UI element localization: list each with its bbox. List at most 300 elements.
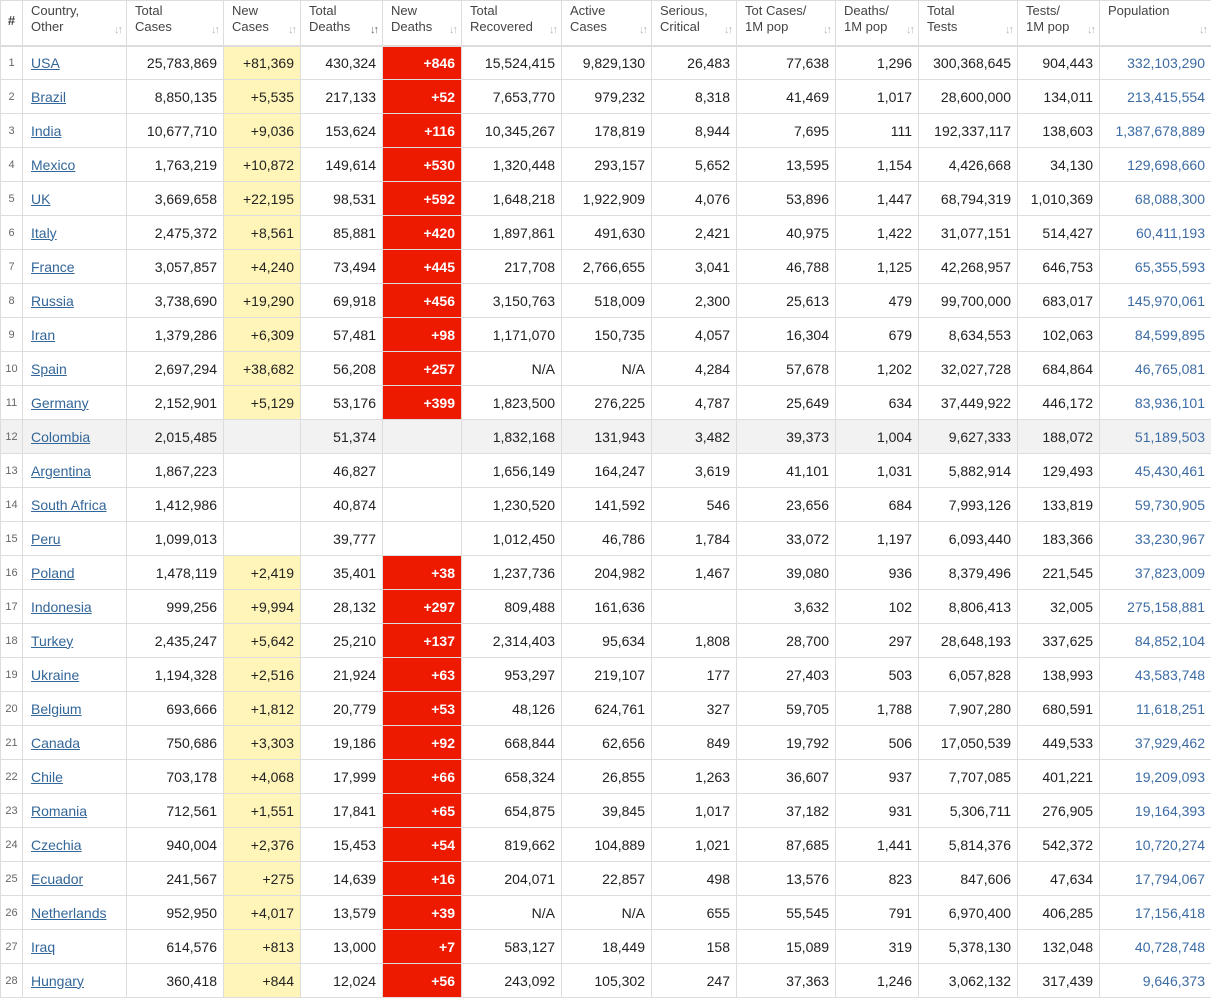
cell-deaths_per_1m: 791 [836, 896, 919, 930]
cell-total_deaths: 40,874 [301, 488, 383, 522]
sort-icon[interactable]: ↓↑ [449, 22, 456, 38]
cell-population: 37,929,462 [1100, 726, 1211, 760]
country-link[interactable]: Chile [31, 769, 63, 785]
cell-tests_per_1m: 32,005 [1018, 590, 1100, 624]
cell-serious: 1,784 [652, 522, 737, 556]
column-header-deaths_per_1m[interactable] [836, 1, 919, 46]
cell-cases_per_1m: 36,607 [737, 760, 836, 794]
cell-new_deaths: +65 [383, 794, 462, 828]
cell-serious: 4,284 [652, 352, 737, 386]
cell-serious: 2,300 [652, 284, 737, 318]
cell-new_cases: +9,994 [224, 590, 301, 624]
column-header-rank[interactable] [1, 1, 23, 46]
cell-total_deaths: 46,827 [301, 454, 383, 488]
cell-country [23, 420, 127, 454]
table-row [1, 726, 1211, 760]
table-row [1, 794, 1211, 828]
cell-total_cases: 940,004 [127, 828, 224, 862]
country-link[interactable]: Argentina [31, 463, 91, 479]
cell-total_deaths: 57,481 [301, 318, 383, 352]
cell-rank: 3 [1, 114, 23, 148]
cell-total_recovered: 953,297 [462, 658, 562, 692]
cell-total_cases: 1,412,986 [127, 488, 224, 522]
column-header-label: Serious, [660, 3, 731, 19]
cell-active_cases: 178,819 [562, 114, 652, 148]
cell-cases_per_1m: 28,700 [737, 624, 836, 658]
cell-new_deaths: +56 [383, 964, 462, 998]
cell-deaths_per_1m: 1,788 [836, 692, 919, 726]
cell-cases_per_1m: 13,576 [737, 862, 836, 896]
cell-country [23, 726, 127, 760]
cell-tests_per_1m: 129,493 [1018, 454, 1100, 488]
cell-country [23, 386, 127, 420]
cell-total_deaths: 25,210 [301, 624, 383, 658]
column-header-label: Total [135, 3, 218, 19]
cell-cases_per_1m: 46,788 [737, 250, 836, 284]
cell-total_cases: 2,697,294 [127, 352, 224, 386]
cell-active_cases: 150,735 [562, 318, 652, 352]
cell-deaths_per_1m: 1,296 [836, 46, 919, 80]
cell-total_tests: 8,379,496 [919, 556, 1018, 590]
table-row [1, 114, 1211, 148]
cell-total_cases: 3,738,690 [127, 284, 224, 318]
country-link[interactable]: Italy [31, 225, 57, 241]
cell-total_cases: 1,379,286 [127, 318, 224, 352]
country-link[interactable]: Ukraine [31, 667, 79, 683]
cell-cases_per_1m: 41,101 [737, 454, 836, 488]
cell-new_cases: +1,812 [224, 692, 301, 726]
cell-country [23, 964, 127, 998]
cell-deaths_per_1m: 931 [836, 794, 919, 828]
cell-tests_per_1m: 221,545 [1018, 556, 1100, 590]
cell-active_cases: 164,247 [562, 454, 652, 488]
cell-country [23, 862, 127, 896]
cell-total_deaths: 19,186 [301, 726, 383, 760]
cell-deaths_per_1m: 936 [836, 556, 919, 590]
cell-total_recovered: 1,320,448 [462, 148, 562, 182]
cell-deaths_per_1m: 1,422 [836, 216, 919, 250]
table-row [1, 454, 1211, 488]
cell-total_deaths: 98,531 [301, 182, 383, 216]
cell-new_cases: +844 [224, 964, 301, 998]
sort-icon[interactable]: ↓↑ [639, 22, 646, 38]
country-link[interactable]: Poland [31, 565, 75, 581]
cell-cases_per_1m: 33,072 [737, 522, 836, 556]
country-link[interactable]: Brazil [31, 89, 66, 105]
cell-deaths_per_1m: 503 [836, 658, 919, 692]
cell-tests_per_1m: 646,753 [1018, 250, 1100, 284]
sort-icon[interactable]: ↓↑ [906, 22, 913, 38]
cell-tests_per_1m: 904,443 [1018, 46, 1100, 80]
cell-total_cases: 2,475,372 [127, 216, 224, 250]
cell-cases_per_1m: 15,089 [737, 930, 836, 964]
country-link[interactable]: Ecuador [31, 871, 83, 887]
cell-cases_per_1m: 39,373 [737, 420, 836, 454]
cell-new_deaths: +63 [383, 658, 462, 692]
cell-country [23, 352, 127, 386]
cell-serious: 1,017 [652, 794, 737, 828]
cell-active_cases: 979,232 [562, 80, 652, 114]
country-link[interactable]: Belgium [31, 701, 82, 717]
column-header-label: Cases [570, 19, 646, 35]
cell-tests_per_1m: 684,864 [1018, 352, 1100, 386]
table-row [1, 896, 1211, 930]
cell-active_cases: N/A [562, 352, 652, 386]
cell-total_cases: 614,576 [127, 930, 224, 964]
cell-cases_per_1m: 37,363 [737, 964, 836, 998]
table-row [1, 624, 1211, 658]
cell-new_deaths: +445 [383, 250, 462, 284]
cell-total_recovered: 10,345,267 [462, 114, 562, 148]
cell-active_cases: 62,656 [562, 726, 652, 760]
cell-total_deaths: 15,453 [301, 828, 383, 862]
cell-serious: 1,263 [652, 760, 737, 794]
table-row [1, 488, 1211, 522]
cell-population: 275,158,881 [1100, 590, 1211, 624]
cell-total_tests: 5,378,130 [919, 930, 1018, 964]
cell-new_deaths [383, 420, 462, 454]
cell-total_recovered: 658,324 [462, 760, 562, 794]
cell-new_cases: +9,036 [224, 114, 301, 148]
cell-total_tests: 28,600,000 [919, 80, 1018, 114]
cell-total_recovered: 654,875 [462, 794, 562, 828]
cell-total_cases: 241,567 [127, 862, 224, 896]
cell-total_cases: 1,099,013 [127, 522, 224, 556]
cell-tests_per_1m: 406,285 [1018, 896, 1100, 930]
table-row [1, 930, 1211, 964]
cell-cases_per_1m: 7,695 [737, 114, 836, 148]
cell-rank: 8 [1, 284, 23, 318]
column-header-label: Tot Cases/ [745, 3, 830, 19]
country-link[interactable]: Germany [31, 395, 89, 411]
sort-icon[interactable]: ↓↑ [1005, 22, 1012, 38]
header-row [1, 1, 1211, 46]
cell-deaths_per_1m: 684 [836, 488, 919, 522]
cell-total_cases: 703,178 [127, 760, 224, 794]
cell-total_deaths: 85,881 [301, 216, 383, 250]
cell-serious: 5,652 [652, 148, 737, 182]
cell-cases_per_1m: 87,685 [737, 828, 836, 862]
cell-deaths_per_1m: 1,004 [836, 420, 919, 454]
cell-country [23, 658, 127, 692]
cell-new_deaths: +456 [383, 284, 462, 318]
cell-active_cases: 219,107 [562, 658, 652, 692]
country-link[interactable]: Hungary [31, 973, 84, 989]
cell-tests_per_1m: 138,993 [1018, 658, 1100, 692]
column-header-label: Active [570, 3, 646, 19]
cell-total_tests: 5,306,711 [919, 794, 1018, 828]
cell-country [23, 46, 127, 80]
column-header-label: Cases [135, 19, 218, 35]
cell-rank: 5 [1, 182, 23, 216]
cell-new_cases: +5,642 [224, 624, 301, 658]
cell-total_tests: 8,634,553 [919, 318, 1018, 352]
cell-active_cases: N/A [562, 896, 652, 930]
cell-cases_per_1m: 3,632 [737, 590, 836, 624]
cell-new_deaths: +530 [383, 148, 462, 182]
cell-new_deaths: +52 [383, 80, 462, 114]
cell-total_tests: 5,814,376 [919, 828, 1018, 862]
cell-total_tests: 3,062,132 [919, 964, 1018, 998]
country-link[interactable]: Indonesia [31, 599, 92, 615]
country-link[interactable]: Peru [31, 531, 61, 547]
cell-total_cases: 25,783,869 [127, 46, 224, 80]
cell-tests_per_1m: 188,072 [1018, 420, 1100, 454]
cell-total_deaths: 153,624 [301, 114, 383, 148]
cell-total_tests: 17,050,539 [919, 726, 1018, 760]
cell-total_deaths: 17,841 [301, 794, 383, 828]
table-row [1, 590, 1211, 624]
cell-serious: 3,041 [652, 250, 737, 284]
column-header-tests_per_1m[interactable] [1018, 1, 1100, 46]
country-link[interactable]: Netherlands [31, 905, 107, 921]
table-row [1, 216, 1211, 250]
cell-country [23, 590, 127, 624]
cell-total_deaths: 51,374 [301, 420, 383, 454]
cell-active_cases: 26,855 [562, 760, 652, 794]
sort-icon[interactable]: ↓↑ [211, 22, 218, 38]
column-header-label: Total [927, 3, 1012, 19]
cell-new_cases [224, 420, 301, 454]
cell-total_recovered: 583,127 [462, 930, 562, 964]
cell-serious: 8,944 [652, 114, 737, 148]
cell-total_tests: 32,027,728 [919, 352, 1018, 386]
cell-serious: 247 [652, 964, 737, 998]
column-header-label: 1M pop [844, 19, 913, 35]
country-link[interactable]: Russia [31, 293, 74, 309]
country-link[interactable]: Romania [31, 803, 87, 819]
column-header-label: 1M pop [745, 19, 830, 35]
country-link[interactable]: Turkey [31, 633, 73, 649]
column-header-total_tests[interactable] [919, 1, 1018, 46]
country-link[interactable]: Iraq [31, 939, 55, 955]
country-link[interactable]: Iran [31, 327, 55, 343]
cell-active_cases: 39,845 [562, 794, 652, 828]
cell-tests_per_1m: 134,011 [1018, 80, 1100, 114]
cell-new_deaths [383, 454, 462, 488]
column-header-label: # [8, 13, 15, 28]
cell-tests_per_1m: 132,048 [1018, 930, 1100, 964]
column-header-active_cases[interactable] [562, 1, 652, 46]
cell-tests_per_1m: 138,603 [1018, 114, 1100, 148]
cell-cases_per_1m: 40,975 [737, 216, 836, 250]
column-header-total_cases[interactable] [127, 1, 224, 46]
column-header-label: Critical [660, 19, 731, 35]
cell-total_recovered: 1,171,070 [462, 318, 562, 352]
cell-total_tests: 31,077,151 [919, 216, 1018, 250]
cell-new_cases: +5,535 [224, 80, 301, 114]
cell-rank: 11 [1, 386, 23, 420]
column-header-total_deaths[interactable] [301, 1, 383, 46]
cell-cases_per_1m: 41,469 [737, 80, 836, 114]
cell-total_deaths: 14,639 [301, 862, 383, 896]
column-header-label: Deaths [391, 19, 456, 35]
country-link[interactable]: Czechia [31, 837, 82, 853]
column-header-label: Population [1108, 3, 1206, 19]
cell-country [23, 556, 127, 590]
cell-active_cases: 141,592 [562, 488, 652, 522]
cell-rank: 6 [1, 216, 23, 250]
cell-active_cases: 624,761 [562, 692, 652, 726]
sort-icon[interactable]: ↓↑ [114, 22, 121, 38]
cell-new_cases: +8,561 [224, 216, 301, 250]
sort-icon[interactable]: ↓↑ [724, 22, 731, 38]
cell-country [23, 216, 127, 250]
cell-new_cases: +2,376 [224, 828, 301, 862]
cell-cases_per_1m: 53,896 [737, 182, 836, 216]
cell-serious: 158 [652, 930, 737, 964]
cell-population: 40,728,748 [1100, 930, 1211, 964]
cell-cases_per_1m: 19,792 [737, 726, 836, 760]
country-link[interactable]: India [31, 123, 61, 139]
column-header-total_recovered[interactable] [462, 1, 562, 46]
cell-new_deaths: +846 [383, 46, 462, 80]
table-row [1, 420, 1211, 454]
cell-new_cases: +2,516 [224, 658, 301, 692]
cell-active_cases: 95,634 [562, 624, 652, 658]
cell-new_deaths: +297 [383, 590, 462, 624]
cell-rank: 28 [1, 964, 23, 998]
cell-total_tests: 7,993,126 [919, 488, 1018, 522]
cell-total_deaths: 53,176 [301, 386, 383, 420]
column-header-new_cases[interactable] [224, 1, 301, 46]
cell-new_deaths [383, 522, 462, 556]
country-link[interactable]: Canada [31, 735, 80, 751]
cell-population: 59,730,905 [1100, 488, 1211, 522]
cell-active_cases: 105,302 [562, 964, 652, 998]
cell-new_cases: +10,872 [224, 148, 301, 182]
cell-total_recovered: N/A [462, 352, 562, 386]
cell-total_deaths: 17,999 [301, 760, 383, 794]
column-header-population[interactable] [1100, 1, 1211, 46]
cell-total_tests: 300,368,645 [919, 46, 1018, 80]
cell-new_cases: +38,682 [224, 352, 301, 386]
table-row [1, 760, 1211, 794]
cell-deaths_per_1m: 679 [836, 318, 919, 352]
cell-new_cases: +6,309 [224, 318, 301, 352]
table-row [1, 318, 1211, 352]
cell-new_deaths: +92 [383, 726, 462, 760]
column-header-label: New [232, 3, 295, 19]
cell-rank: 16 [1, 556, 23, 590]
cell-cases_per_1m: 77,638 [737, 46, 836, 80]
cell-new_cases: +5,129 [224, 386, 301, 420]
cell-tests_per_1m: 276,905 [1018, 794, 1100, 828]
cell-serious [652, 590, 737, 624]
cell-total_recovered: 809,488 [462, 590, 562, 624]
table-row [1, 352, 1211, 386]
country-link[interactable]: Spain [31, 361, 67, 377]
column-header-serious[interactable] [652, 1, 737, 46]
cell-population: 213,415,554 [1100, 80, 1211, 114]
cell-total_deaths: 20,779 [301, 692, 383, 726]
cell-total_recovered: 48,126 [462, 692, 562, 726]
country-link[interactable]: France [31, 259, 75, 275]
cell-serious: 4,787 [652, 386, 737, 420]
country-link[interactable]: UK [31, 191, 50, 207]
sort-icon[interactable]: ↓↑ [549, 22, 556, 38]
cell-total_cases: 3,057,857 [127, 250, 224, 284]
cell-rank: 26 [1, 896, 23, 930]
cell-deaths_per_1m: 102 [836, 590, 919, 624]
cell-total_deaths: 13,000 [301, 930, 383, 964]
cell-total_deaths: 73,494 [301, 250, 383, 284]
cell-new_cases: +3,303 [224, 726, 301, 760]
cell-total_deaths: 39,777 [301, 522, 383, 556]
cell-deaths_per_1m: 1,197 [836, 522, 919, 556]
cell-total_tests: 6,057,828 [919, 658, 1018, 692]
cell-total_tests: 847,606 [919, 862, 1018, 896]
cell-total_tests: 192,337,117 [919, 114, 1018, 148]
cell-population: 11,618,251 [1100, 692, 1211, 726]
cell-active_cases: 2,766,655 [562, 250, 652, 284]
column-header-cases_per_1m[interactable] [737, 1, 836, 46]
cell-total_tests: 5,882,914 [919, 454, 1018, 488]
country-link[interactable]: Colombia [31, 429, 90, 445]
cell-total_cases: 693,666 [127, 692, 224, 726]
cell-total_recovered: 15,524,415 [462, 46, 562, 80]
cell-population: 10,720,274 [1100, 828, 1211, 862]
sort-icon[interactable]: ↓↑ [823, 22, 830, 38]
cell-total_recovered: 1,237,736 [462, 556, 562, 590]
cell-deaths_per_1m: 506 [836, 726, 919, 760]
cell-population: 145,970,061 [1100, 284, 1211, 318]
table-row [1, 658, 1211, 692]
column-header-label: Country, [31, 3, 121, 19]
cell-rank: 12 [1, 420, 23, 454]
cell-total_deaths: 21,924 [301, 658, 383, 692]
cell-new_deaths: +137 [383, 624, 462, 658]
country-link[interactable]: South Africa [31, 497, 107, 513]
sort-icon[interactable]: ↓↑ [370, 22, 377, 38]
cell-total_deaths: 12,024 [301, 964, 383, 998]
cell-deaths_per_1m: 1,441 [836, 828, 919, 862]
country-link[interactable]: Mexico [31, 157, 75, 173]
cell-new_cases: +2,419 [224, 556, 301, 590]
cell-new_cases: +4,068 [224, 760, 301, 794]
cell-new_deaths: +399 [383, 386, 462, 420]
cell-country [23, 182, 127, 216]
cell-deaths_per_1m: 319 [836, 930, 919, 964]
cell-new_cases: +22,195 [224, 182, 301, 216]
cell-total_deaths: 13,579 [301, 896, 383, 930]
cell-country [23, 148, 127, 182]
cell-country [23, 454, 127, 488]
cell-total_recovered: 668,844 [462, 726, 562, 760]
cell-serious: 177 [652, 658, 737, 692]
cell-cases_per_1m: 16,304 [737, 318, 836, 352]
cell-population: 129,698,660 [1100, 148, 1211, 182]
column-header-country[interactable] [23, 1, 127, 46]
cell-new_cases [224, 522, 301, 556]
table-row [1, 692, 1211, 726]
cell-total_tests: 8,806,413 [919, 590, 1018, 624]
sort-icon[interactable]: ↓↑ [1087, 22, 1094, 38]
cell-population: 60,411,193 [1100, 216, 1211, 250]
country-link[interactable]: USA [31, 55, 60, 71]
cell-total_cases: 712,561 [127, 794, 224, 828]
sort-icon[interactable]: ↓↑ [1199, 22, 1206, 38]
cell-rank: 24 [1, 828, 23, 862]
cell-active_cases: 293,157 [562, 148, 652, 182]
sort-icon[interactable]: ↓↑ [288, 22, 295, 38]
table-row [1, 964, 1211, 998]
cell-country [23, 692, 127, 726]
cell-active_cases: 18,449 [562, 930, 652, 964]
column-header-label: Recovered [470, 19, 556, 35]
column-header-new_deaths[interactable] [383, 1, 462, 46]
cell-tests_per_1m: 680,591 [1018, 692, 1100, 726]
